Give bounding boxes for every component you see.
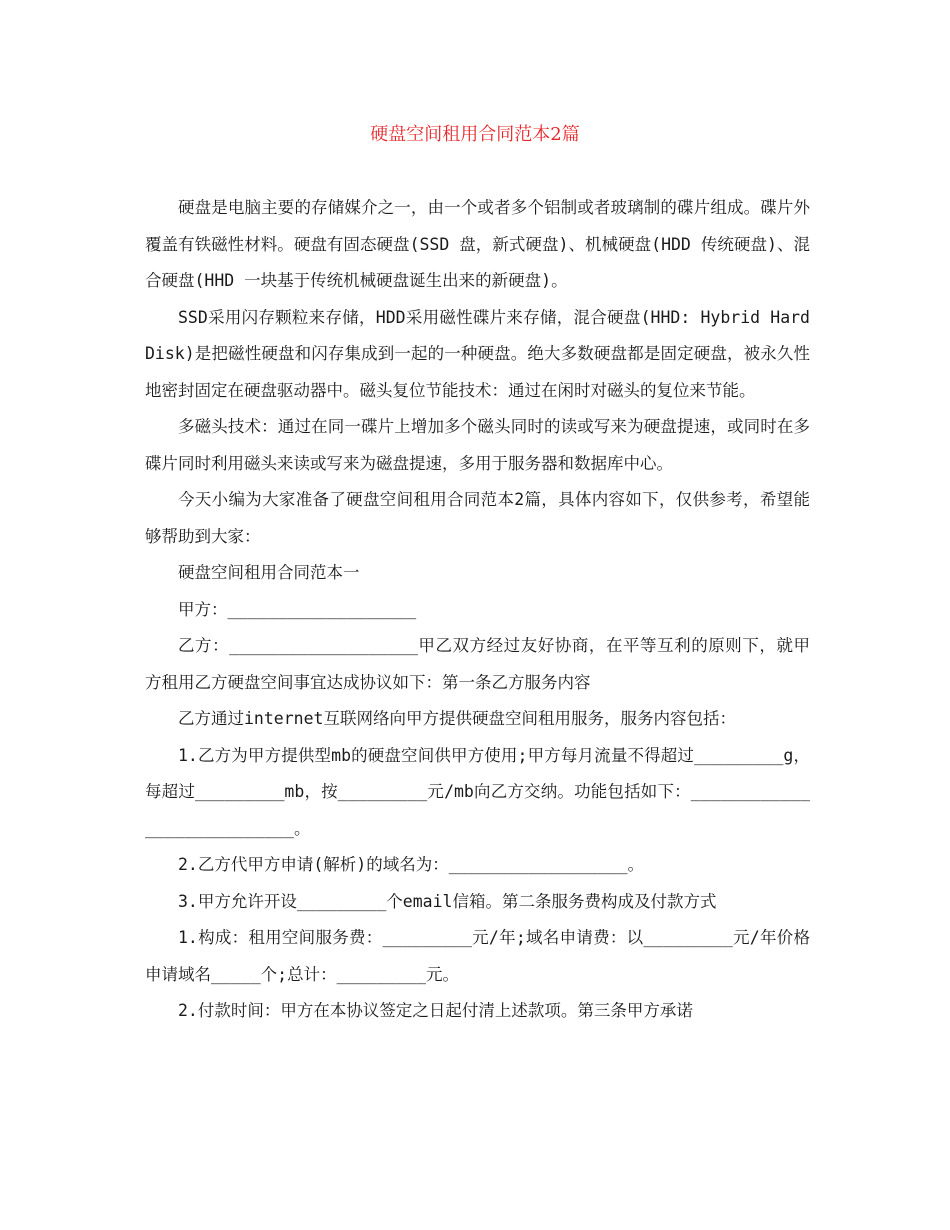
paragraph-clause-1-1: 1.乙方为甲方提供型mb的硬盘空间供甲方使用;甲方每月流量不得超过_________g，每超过_________mb，按_________元/mb向乙方交纳。功能包括如下：___________________________。 [145, 745, 810, 838]
paragraph-clause-1-2: 2.乙方代甲方申请(解析)的域名为：__________________。 [178, 855, 645, 874]
paragraph-service-intro: 乙方通过internet互联网络向甲方提供硬盘空间租用服务，服务内容包括： [178, 709, 736, 728]
paragraph-hdd-intro: 硬盘是电脑主要的存储媒介之一，由一个或者多个铝制或者玻璃制的碟片组成。碟片外覆盖有铁磁性材料。硬盘有固态硬盘(SSD 盘，新式硬盘)、机械硬盘(HDD 传统硬盘)、混合硬盘(HHD 一块基于传统机械硬盘诞生出来的新硬盘)。 [145, 198, 810, 290]
paragraph-ssd-hdd: SSD采用闪存颗粒来存储，HDD采用磁性碟片来存储，混合硬盘(HHD: Hybrid Hard Disk)是把磁性硬盘和闪存集成到一起的一种硬盘。绝大多数硬盘都是固定硬盘，被永久性地密封固定在硬盘驱动器中。磁头复位节能技术：通过在闲时对磁头的复位来节能。 [145, 307, 810, 400]
document-body [145, 190, 810, 1030]
paragraph-multi-head: 多磁头技术：通过在同一碟片上增加多个磁头同时的读或写来为硬盘提速，或同时在多碟片同时利用磁头来读或写来为磁盘提速，多用于服务器和数据库中心。 [145, 417, 810, 473]
paragraph-clause-1-3: 3.甲方允许开设_________个email信箱。第二条服务费构成及付款方式 [178, 891, 717, 911]
paragraph-party-a: 甲方：___________________ [178, 599, 417, 619]
paragraph-party-b: 乙方：___________________甲乙双方经过友好协商，在平等互利的原则下，就甲方租用乙方硬盘空间事宜达成协议如下：第一条乙方服务内容 [145, 636, 810, 692]
paragraph-editor-intro: 今天小编为大家准备了硬盘空间租用合同范本2篇，具体内容如下，仅供参考，希望能够帮助到大家： [145, 490, 810, 546]
paragraph-contract-heading: 硬盘空间租用合同范本一 [178, 563, 360, 582]
document-title: 硬盘空间租用合同范本2篇 [370, 124, 580, 145]
paragraph-clause-2-2: 2.付款时间：甲方在本协议签定之日起付清上述款项。第三条甲方承诺 [178, 1001, 693, 1020]
paragraph-clause-2-1: 1.构成：租用空间服务费：_________元/年;域名申请费：以_________元/年价格申请域名_____个;总计：_________元。 [145, 928, 810, 984]
